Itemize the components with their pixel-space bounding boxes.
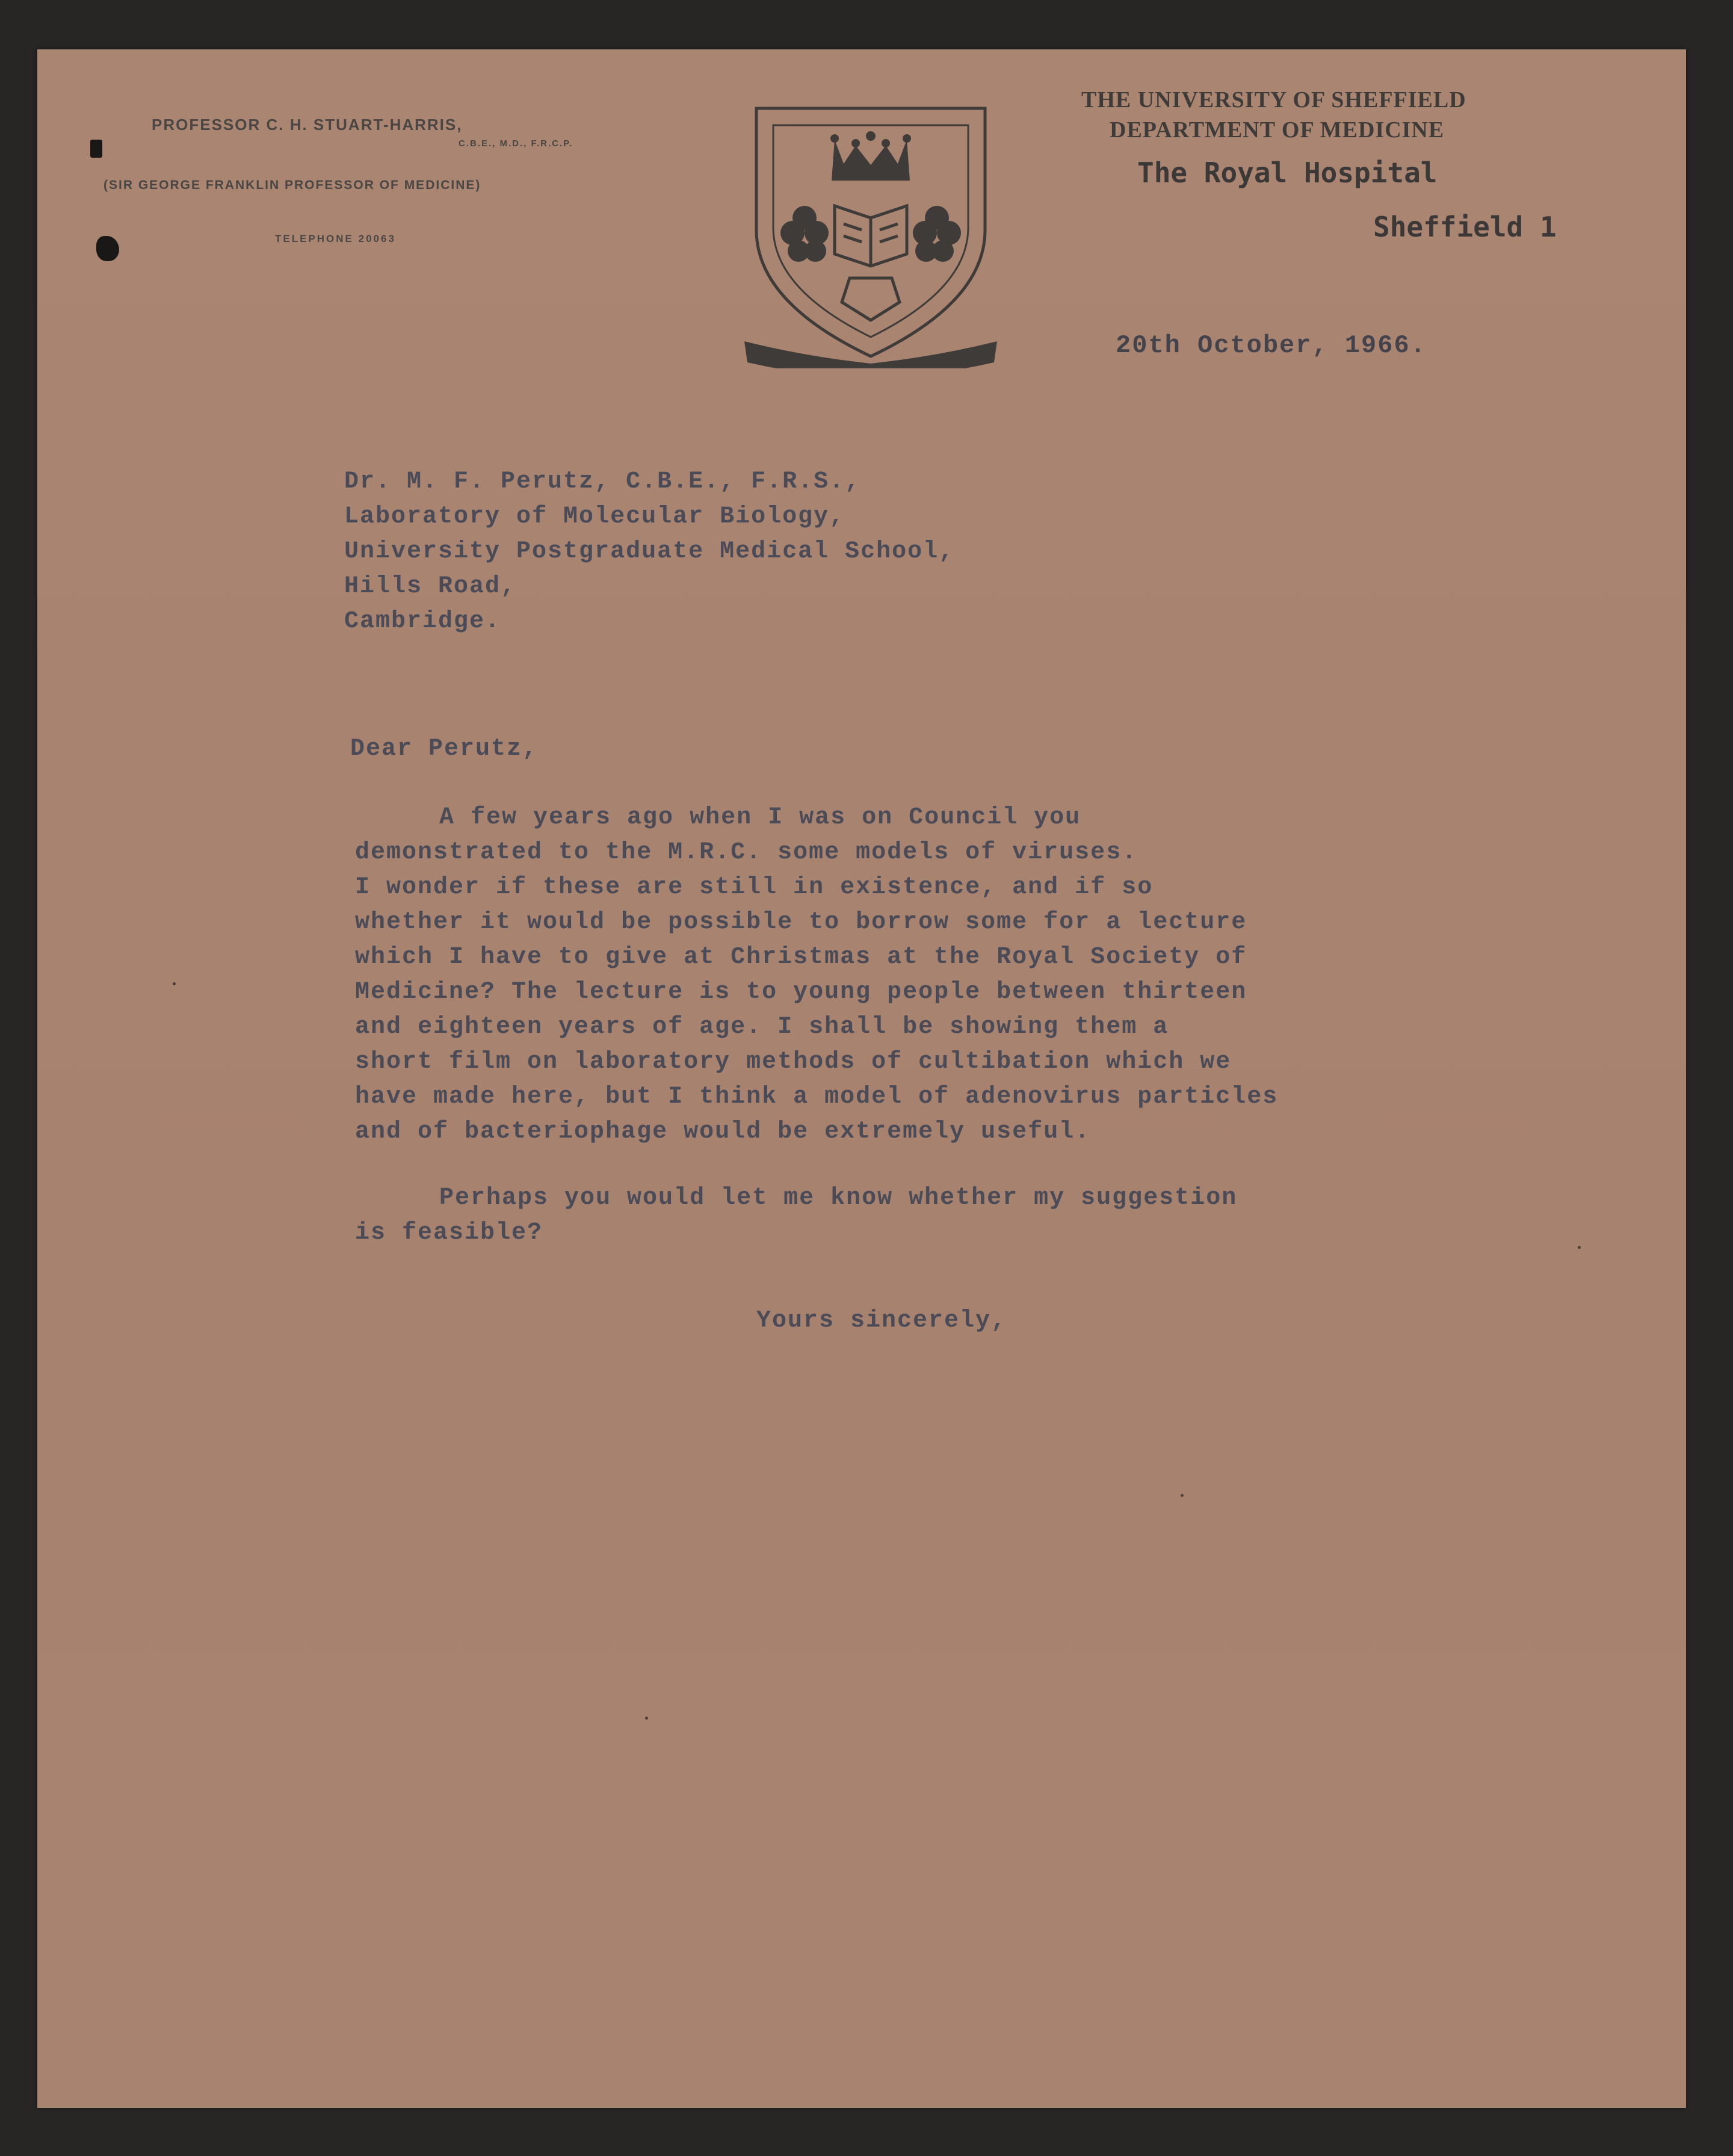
body-line: Perhaps you would let me know whether my suggestion — [439, 1185, 1238, 1212]
department-name: DEPARTMENT OF MEDICINE — [1110, 117, 1445, 143]
professor-degrees: C.B.E., M.D., F.R.C.P. — [459, 138, 573, 149]
paper-speck — [1578, 1246, 1581, 1249]
body-line: is feasible? — [355, 1219, 543, 1247]
body-paragraph-1 — [355, 801, 1278, 1150]
closing: Yours sincerely, — [756, 1307, 1007, 1334]
body-line: whether it would be possible to borrow some for a lecture — [355, 909, 1247, 936]
body-line: and eighteen years of age. I shall be showing them a — [355, 1014, 1169, 1041]
telephone: TELEPHONE 20063 — [275, 233, 396, 244]
punch-hole — [96, 236, 119, 261]
paper-speck — [1181, 1494, 1184, 1497]
letter-sheet — [37, 49, 1686, 2108]
body-paragraph-2 — [355, 1181, 1237, 1251]
paper-speck — [173, 982, 176, 985]
address-line: University Postgraduate Medical School, — [344, 538, 955, 565]
city-name: Sheffield 1 — [1373, 211, 1557, 243]
paper-speck — [645, 1717, 648, 1720]
hospital-name: The Royal Hospital — [1137, 156, 1438, 189]
address-line: Hills Road, — [344, 573, 517, 600]
body-line: which I have to give at Christmas at the Royal Society of — [355, 944, 1247, 971]
address-line: Laboratory of Molecular Biology, — [344, 503, 845, 530]
salutation: Dear Perutz, — [350, 736, 539, 763]
body-line: short film on laboratory methods of cultibation which we — [355, 1049, 1232, 1076]
letter-date: 20th October, 1966. — [1116, 331, 1427, 360]
body-line: and of bacteriophage would be extremely useful. — [355, 1118, 1091, 1145]
university-crest — [744, 104, 997, 368]
body-line: I wonder if these are still in existence, and if so — [355, 874, 1154, 901]
body-line: Medicine? The lecture is to young people between thirteen — [355, 979, 1247, 1006]
address-line: Dr. M. F. Perutz, C.B.E., F.R.S., — [344, 468, 861, 495]
professor-chair: (SIR GEORGE FRANKLIN PROFESSOR OF MEDICINE) — [103, 178, 481, 192]
address-line: Cambridge. — [344, 608, 501, 635]
recipient-address — [344, 465, 954, 639]
body-line: have made here, but I think a model of adenovirus particles — [355, 1083, 1279, 1111]
body-line: demonstrated to the M.R.C. some models of viruses. — [355, 839, 1138, 866]
body-line: A few years ago when I was on Council you — [439, 804, 1081, 831]
punch-hole — [90, 140, 102, 158]
professor-name: PROFESSOR C. H. STUART-HARRIS, — [152, 116, 463, 134]
university-name: THE UNIVERSITY OF SHEFFIELD — [1081, 87, 1466, 113]
